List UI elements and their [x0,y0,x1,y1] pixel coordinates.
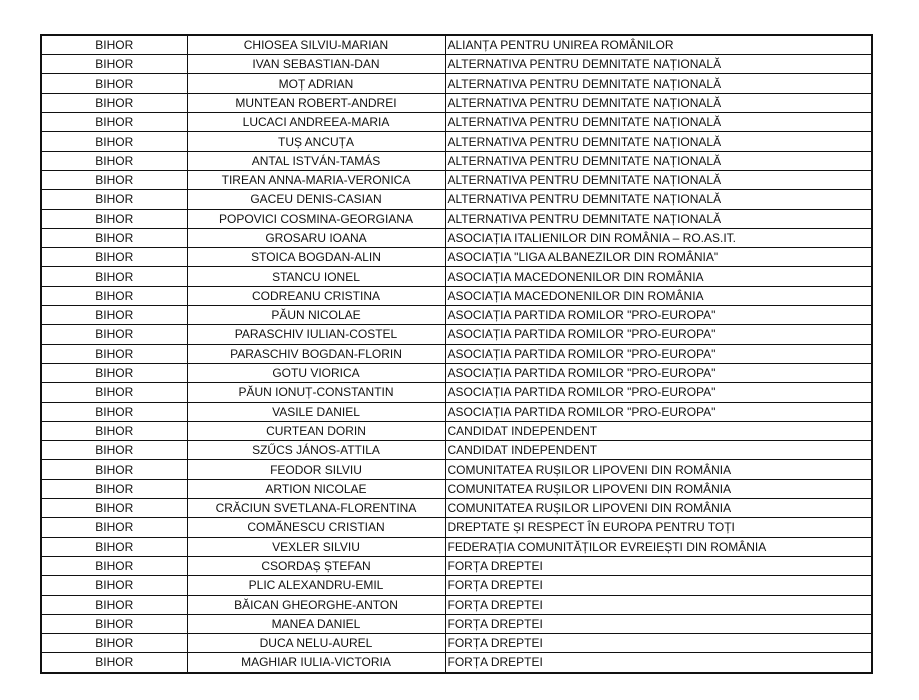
candidate-name-cell: CURTEAN DORIN [187,421,445,440]
candidate-name-cell: CSORDAȘ ȘTEFAN [187,556,445,575]
party-cell: ALTERNATIVA PENTRU DEMNITATE NAȚIONALĂ [445,190,872,209]
candidate-name-cell: CRĂCIUN SVETLANA-FLORENTINA [187,499,445,518]
county-cell: BIHOR [41,267,187,286]
table-row [41,576,872,595]
party-cell: ASOCIAȚIA PARTIDA ROMILOR "PRO-EUROPA" [445,363,872,382]
candidate-name-cell: POPOVICI COSMINA-GEORGIANA [187,209,445,228]
candidate-name-cell: MAGHIAR IULIA-VICTORIA [187,653,445,673]
candidate-table [40,34,873,674]
party-cell: FEDERAȚIA COMUNITĂȚILOR EVREIEȘTI DIN ROMÂNIA [445,537,872,556]
table-row [41,113,872,132]
county-cell: BIHOR [41,132,187,151]
county-cell: BIHOR [41,634,187,653]
county-cell: BIHOR [41,170,187,189]
county-cell: BIHOR [41,74,187,93]
table-row [41,518,872,537]
county-cell: BIHOR [41,556,187,575]
party-cell: ASOCIAȚIA "LIGA ALBANEZILOR DIN ROMÂNIA" [445,248,872,267]
table-row [41,460,872,479]
party-cell: COMUNITATEA RUȘILOR LIPOVENI DIN ROMÂNIA [445,499,872,518]
candidate-name-cell: BĂICAN GHEORGHE-ANTON [187,595,445,614]
county-cell: BIHOR [41,306,187,325]
county-cell: BIHOR [41,228,187,247]
county-cell: BIHOR [41,344,187,363]
candidate-name-cell: TIREAN ANNA-MARIA-VERONICA [187,170,445,189]
county-cell: BIHOR [41,595,187,614]
party-cell: FORȚA DREPTEI [445,576,872,595]
candidate-name-cell: CODREANU CRISTINA [187,286,445,305]
party-cell: CANDIDAT INDEPENDENT [445,441,872,460]
party-cell: ALTERNATIVA PENTRU DEMNITATE NAȚIONALĂ [445,151,872,170]
party-cell: ALTERNATIVA PENTRU DEMNITATE NAȚIONALĂ [445,55,872,74]
party-cell: ASOCIAȚIA MACEDONENILOR DIN ROMÂNIA [445,267,872,286]
table-row [41,306,872,325]
party-cell: ALTERNATIVA PENTRU DEMNITATE NAȚIONALĂ [445,209,872,228]
county-cell: BIHOR [41,441,187,460]
county-cell: BIHOR [41,576,187,595]
table-row [41,248,872,267]
party-cell: FORȚA DREPTEI [445,653,872,673]
county-cell: BIHOR [41,286,187,305]
candidate-name-cell: MANEA DANIEL [187,614,445,633]
county-cell: BIHOR [41,55,187,74]
county-cell: BIHOR [41,35,187,55]
party-cell: FORȚA DREPTEI [445,634,872,653]
party-cell: ASOCIAȚIA PARTIDA ROMILOR "PRO-EUROPA" [445,402,872,421]
candidate-name-cell: LUCACI ANDREEA-MARIA [187,113,445,132]
party-cell: FORȚA DREPTEI [445,595,872,614]
county-cell: BIHOR [41,479,187,498]
county-cell: BIHOR [41,209,187,228]
table-row [41,55,872,74]
table-row [41,363,872,382]
table-row [41,537,872,556]
table-row [41,286,872,305]
party-cell: DREPTATE ȘI RESPECT ÎN EUROPA PENTRU TOȚI [445,518,872,537]
candidate-name-cell: MUNTEAN ROBERT-ANDREI [187,93,445,112]
table-row [41,190,872,209]
party-cell: ALTERNATIVA PENTRU DEMNITATE NAȚIONALĂ [445,93,872,112]
county-cell: BIHOR [41,499,187,518]
party-cell: COMUNITATEA RUȘILOR LIPOVENI DIN ROMÂNIA [445,460,872,479]
party-cell: COMUNITATEA RUȘILOR LIPOVENI DIN ROMÂNIA [445,479,872,498]
candidate-name-cell: MOȚ ADRIAN [187,74,445,93]
candidate-name-cell: PARASCHIV IULIAN-COSTEL [187,325,445,344]
table-row [41,402,872,421]
party-cell: ASOCIAȚIA PARTIDA ROMILOR "PRO-EUROPA" [445,383,872,402]
party-cell: FORȚA DREPTEI [445,556,872,575]
candidate-name-cell: ARTION NICOLAE [187,479,445,498]
table-row [41,228,872,247]
party-cell: ALTERNATIVA PENTRU DEMNITATE NAȚIONALĂ [445,132,872,151]
table-row [41,170,872,189]
party-cell: ALTERNATIVA PENTRU DEMNITATE NAȚIONALĂ [445,170,872,189]
candidate-name-cell: ANTAL ISTVÁN-TAMÁS [187,151,445,170]
county-cell: BIHOR [41,190,187,209]
table-row [41,151,872,170]
candidate-name-cell: GOTU VIORICA [187,363,445,382]
party-cell: ASOCIAȚIA PARTIDA ROMILOR "PRO-EUROPA" [445,325,872,344]
county-cell: BIHOR [41,113,187,132]
candidate-name-cell: PARASCHIV BOGDAN-FLORIN [187,344,445,363]
county-cell: BIHOR [41,248,187,267]
county-cell: BIHOR [41,421,187,440]
table-row [41,479,872,498]
table-row [41,441,872,460]
table-row [41,35,872,55]
table-row [41,499,872,518]
party-cell: ASOCIAȚIA PARTIDA ROMILOR "PRO-EUROPA" [445,344,872,363]
candidate-name-cell: STOICA BOGDAN-ALIN [187,248,445,267]
county-cell: BIHOR [41,93,187,112]
table-row [41,325,872,344]
candidate-name-cell: PĂUN IONUȚ-CONSTANTIN [187,383,445,402]
party-cell: ALTERNATIVA PENTRU DEMNITATE NAȚIONALĂ [445,113,872,132]
table-row [41,267,872,286]
table-row [41,93,872,112]
candidate-name-cell: STANCU IONEL [187,267,445,286]
candidate-name-cell: VEXLER SILVIU [187,537,445,556]
table-row [41,614,872,633]
table-row [41,556,872,575]
county-cell: BIHOR [41,151,187,170]
table-row [41,132,872,151]
candidate-name-cell: PLIC ALEXANDRU-EMIL [187,576,445,595]
table-row [41,74,872,93]
candidate-name-cell: COMĂNESCU CRISTIAN [187,518,445,537]
table-row [41,383,872,402]
candidate-name-cell: PĂUN NICOLAE [187,306,445,325]
county-cell: BIHOR [41,402,187,421]
candidate-name-cell: CHIOSEA SILVIU-MARIAN [187,35,445,55]
candidate-name-cell: GROSARU IOANA [187,228,445,247]
table-row [41,634,872,653]
table-row [41,209,872,228]
party-cell: ASOCIAȚIA PARTIDA ROMILOR "PRO-EUROPA" [445,306,872,325]
party-cell: ASOCIAȚIA ITALIENILOR DIN ROMÂNIA – RO.AS.IT. [445,228,872,247]
candidate-name-cell: DUCA NELU-AUREL [187,634,445,653]
party-cell: CANDIDAT INDEPENDENT [445,421,872,440]
candidate-name-cell: GACEU DENIS-CASIAN [187,190,445,209]
county-cell: BIHOR [41,460,187,479]
county-cell: BIHOR [41,363,187,382]
county-cell: BIHOR [41,653,187,673]
party-cell: FORȚA DREPTEI [445,614,872,633]
county-cell: BIHOR [41,614,187,633]
table-row [41,421,872,440]
table-row [41,595,872,614]
candidate-name-cell: TUȘ ANCUȚA [187,132,445,151]
candidate-name-cell: IVAN SEBASTIAN-DAN [187,55,445,74]
candidate-name-cell: VASILE DANIEL [187,402,445,421]
county-cell: BIHOR [41,518,187,537]
candidate-name-cell: SZŰCS JÁNOS-ATTILA [187,441,445,460]
county-cell: BIHOR [41,537,187,556]
candidate-name-cell: FEODOR SILVIU [187,460,445,479]
table-row [41,653,872,673]
county-cell: BIHOR [41,325,187,344]
candidate-list-page [40,34,871,674]
party-cell: ALTERNATIVA PENTRU DEMNITATE NAȚIONALĂ [445,74,872,93]
party-cell: ASOCIAȚIA MACEDONENILOR DIN ROMÂNIA [445,286,872,305]
table-row [41,344,872,363]
candidate-table-body [41,35,872,673]
county-cell: BIHOR [41,383,187,402]
party-cell: ALIANȚA PENTRU UNIREA ROMÂNILOR [445,35,872,55]
